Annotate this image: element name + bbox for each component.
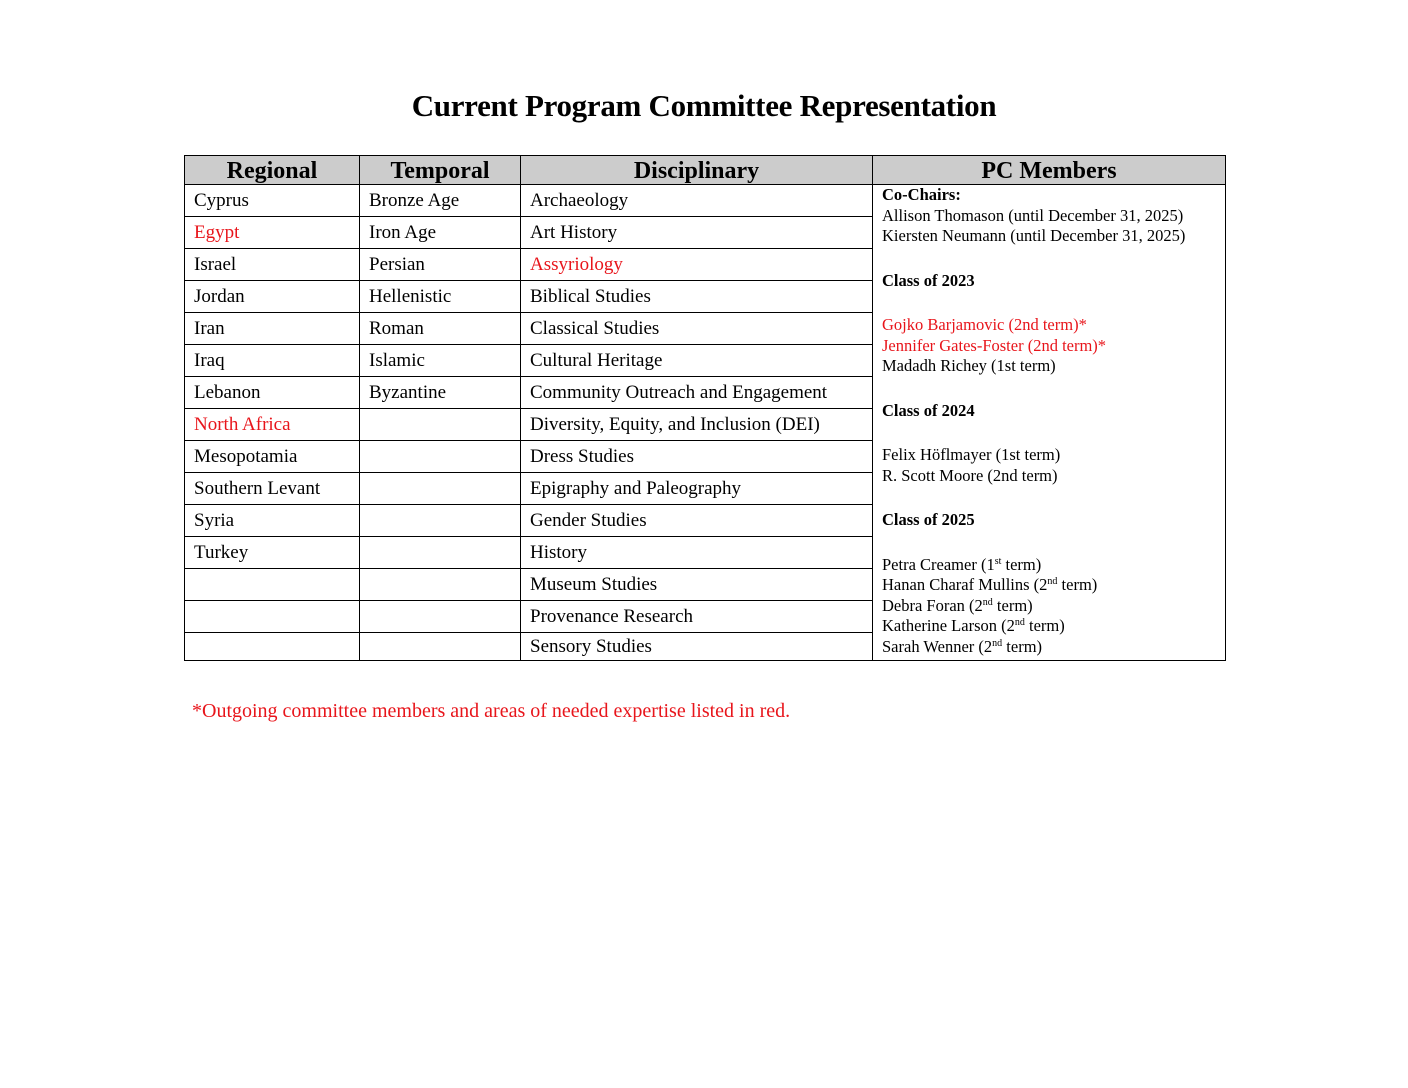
disciplinary-cell: Classical Studies: [521, 313, 873, 345]
temporal-cell: [360, 601, 521, 633]
cochair-name: Kiersten Neumann (until December 31, 2025): [882, 226, 1186, 245]
disciplinary-cell: Dress Studies: [521, 441, 873, 473]
member-name: Petra Creamer (1st term): [882, 554, 1042, 574]
spacer: [882, 247, 1225, 271]
spacer: [882, 421, 1225, 445]
disciplinary-cell: History: [521, 537, 873, 569]
disciplinary-cell: Provenance Research: [521, 601, 873, 633]
disciplinary-cell: Community Outreach and Engagement: [521, 377, 873, 409]
regional-cell: Iran: [185, 313, 360, 345]
member-name: Felix Höflmayer (1st term): [882, 445, 1061, 464]
temporal-cell: Bronze Age: [360, 185, 521, 217]
disciplinary-cell: Diversity, Equity, and Inclusion (DEI): [521, 409, 873, 441]
disciplinary-cell: Cultural Heritage: [521, 345, 873, 377]
regional-cell: Iraq: [185, 345, 360, 377]
page-title: Current Program Committee Representation: [411, 88, 997, 123]
spacer: [882, 291, 1225, 315]
temporal-cell: [360, 537, 521, 569]
header-row: [185, 156, 1226, 185]
regional-cell: [185, 601, 360, 633]
footnote: *Outgoing committee members and areas of needed expertise listed in red.: [192, 700, 791, 722]
regional-cell: Southern Levant: [185, 473, 360, 505]
regional-cell: Turkey: [185, 537, 360, 569]
member-name: Debra Foran (2nd term): [882, 595, 1033, 615]
regional-cell: Mesopotamia: [185, 441, 360, 473]
regional-cell: Cyprus: [185, 185, 360, 217]
temporal-cell: [360, 569, 521, 601]
temporal-cell: [360, 633, 521, 661]
disciplinary-cell: Museum Studies: [521, 569, 873, 601]
temporal-cell: [360, 441, 521, 473]
disciplinary-cell: Epigraphy and Paleography: [521, 473, 873, 505]
header-disciplinary: Disciplinary: [521, 156, 873, 185]
temporal-cell: Islamic: [360, 345, 521, 377]
class-2024-heading: Class of 2024: [882, 400, 975, 420]
regional-cell: [185, 633, 360, 661]
header-pc-members: PC Members: [873, 156, 1226, 185]
disciplinary-cell: Art History: [521, 217, 873, 249]
committee-table: [184, 155, 1226, 661]
regional-cell: Lebanon: [185, 377, 360, 409]
member-name: Hanan Charaf Mullins (2nd term): [882, 575, 1098, 594]
class-2025-heading: Class of 2025: [882, 510, 975, 529]
pc-members-cell: [873, 185, 1226, 661]
disciplinary-cell: Gender Studies: [521, 505, 873, 537]
table-body: [185, 185, 1226, 661]
disciplinary-cell: Biblical Studies: [521, 281, 873, 313]
header-temporal: Temporal: [360, 156, 521, 185]
disciplinary-cell: Sensory Studies: [521, 633, 873, 661]
disciplinary-cell: Assyriology: [521, 249, 873, 281]
cochairs-heading: Co-Chairs:: [882, 185, 961, 204]
temporal-cell: Roman: [360, 313, 521, 345]
spacer: [882, 486, 1225, 510]
temporal-cell: [360, 505, 521, 537]
member-name: Madadh Richey (1st term): [882, 356, 1056, 375]
class-2023-heading: Class of 2023: [882, 270, 975, 290]
disciplinary-cell: Archaeology: [521, 185, 873, 217]
member-name: Gojko Barjamovic (2nd term)*: [882, 315, 1087, 334]
temporal-cell: Persian: [360, 249, 521, 281]
member-name: Katherine Larson (2nd term): [882, 616, 1065, 635]
regional-cell: Syria: [185, 505, 360, 537]
member-name: R. Scott Moore (2nd term): [882, 465, 1058, 485]
regional-cell: North Africa: [185, 409, 360, 441]
temporal-cell: Hellenistic: [360, 281, 521, 313]
member-name: Sarah Wenner (2nd term): [882, 636, 1043, 656]
cochair-name: Allison Thomason (until December 31, 2025): [882, 205, 1184, 225]
regional-cell: [185, 569, 360, 601]
member-name: Jennifer Gates-Foster (2nd term)*: [882, 335, 1107, 355]
regional-cell: Egypt: [185, 217, 360, 249]
regional-cell: Israel: [185, 249, 360, 281]
temporal-cell: Byzantine: [360, 377, 521, 409]
temporal-cell: Iron Age: [360, 217, 521, 249]
spacer: [882, 531, 1225, 555]
table-row: [185, 185, 1226, 217]
temporal-cell: [360, 473, 521, 505]
spacer: [882, 377, 1225, 401]
temporal-cell: [360, 409, 521, 441]
regional-cell: Jordan: [185, 281, 360, 313]
header-regional: Regional: [185, 156, 360, 185]
